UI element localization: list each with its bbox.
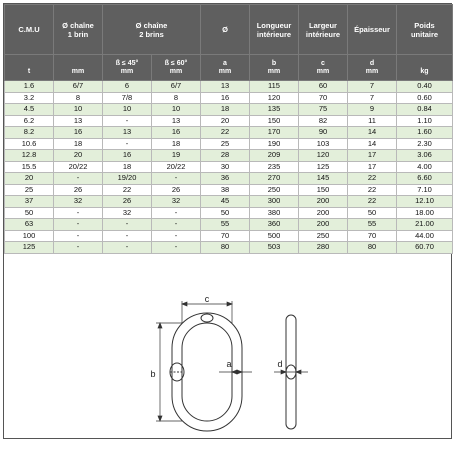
cell-length-b: 209 [250,150,299,162]
cell-cmu: 20 [5,173,54,185]
cell-diameter-a: 80 [201,242,250,254]
cell-cmu: 100 [5,230,54,242]
cell-weight: 21.00 [397,219,453,231]
cell-diameter-a: 38 [201,184,250,196]
cell-chain-2-brins-45: 32 [103,207,152,219]
unit-chain-2-brins-45: ß ≤ 45° mm [103,55,152,81]
cell-chain-2-brins-60: 8 [152,92,201,104]
master-link-diagram [4,293,451,438]
cell-thickness-d: 80 [348,242,397,254]
cell-thickness-d: 14 [348,127,397,139]
cell-width-c: 200 [299,207,348,219]
cell-weight: 60.70 [397,242,453,254]
cell-weight: 6.60 [397,173,453,185]
cell-width-c: 200 [299,196,348,208]
cell-chain-2-brins-60: 6/7 [152,81,201,93]
cell-weight: 12.10 [397,196,453,208]
cell-weight: 0.84 [397,104,453,116]
cell-diameter-a: 36 [201,173,250,185]
cell-length-b: 360 [250,219,299,231]
cell-chain-2-brins-60: 20/22 [152,161,201,173]
label-a: a [226,359,232,369]
table-row [5,230,453,242]
table-row [5,161,453,173]
table-row [5,219,453,231]
table-row [5,127,453,139]
cell-chain-1-brin: 20 [54,150,103,162]
cell-chain-1-brin: 26 [54,184,103,196]
col-chain-2-brins-header: Ø chaîne 2 brins [103,5,201,55]
cell-cmu: 12.8 [5,150,54,162]
cell-weight: 44.00 [397,230,453,242]
unit-cmu: t [5,55,54,81]
cell-length-b: 135 [250,104,299,116]
cell-chain-2-brins-45: - [103,138,152,150]
header-row-units [5,55,453,81]
unit-chain-2-brins-60: ß ≤ 60° mm [152,55,201,81]
cell-chain-1-brin: - [54,173,103,185]
col-thickness-header: Épaisseur [348,5,397,55]
cell-weight: 4.00 [397,161,453,173]
cell-width-c: 250 [299,230,348,242]
cell-width-c: 280 [299,242,348,254]
table-row [5,150,453,162]
col-length-header: Longueur intérieure [250,5,299,55]
specification-table [4,4,453,254]
cell-thickness-d: 50 [348,207,397,219]
cell-width-c: 70 [299,92,348,104]
cell-thickness-d: 7 [348,92,397,104]
cell-thickness-d: 17 [348,161,397,173]
cell-cmu: 1.6 [5,81,54,93]
cell-cmu: 8.2 [5,127,54,139]
cell-length-b: 190 [250,138,299,150]
col-cmu-header: C.M.U [5,5,54,55]
unit-weight: kg [397,55,453,81]
cell-cmu: 6.2 [5,115,54,127]
col-width-header: Largeur intérieure [299,5,348,55]
cell-cmu: 4.5 [5,104,54,116]
cell-chain-1-brin: 16 [54,127,103,139]
cell-weight: 3.06 [397,150,453,162]
cell-thickness-d: 9 [348,104,397,116]
table-row [5,207,453,219]
table-body [5,81,453,254]
table-row [5,173,453,185]
cell-chain-2-brins-60: 19 [152,150,201,162]
cell-length-b: 503 [250,242,299,254]
cell-chain-1-brin: 20/22 [54,161,103,173]
cell-chain-1-brin: 18 [54,138,103,150]
cell-chain-2-brins-60: 16 [152,127,201,139]
cell-cmu: 10.6 [5,138,54,150]
cell-length-b: 120 [250,92,299,104]
cell-chain-1-brin: - [54,230,103,242]
table-row [5,92,453,104]
cell-chain-1-brin: - [54,219,103,231]
cell-chain-2-brins-60: - [152,207,201,219]
cell-chain-2-brins-45: - [103,242,152,254]
cell-diameter-a: 50 [201,207,250,219]
cell-cmu: 125 [5,242,54,254]
cell-width-c: 103 [299,138,348,150]
table-row [5,104,453,116]
cell-width-c: 90 [299,127,348,139]
unit-diameter: a mm [201,55,250,81]
cell-chain-2-brins-60: - [152,219,201,231]
table-row [5,138,453,150]
cell-diameter-a: 13 [201,81,250,93]
cell-width-c: 120 [299,150,348,162]
cell-chain-2-brins-45: 7/8 [103,92,152,104]
cell-weight: 2.30 [397,138,453,150]
cell-chain-2-brins-45: - [103,219,152,231]
cell-thickness-d: 55 [348,219,397,231]
cell-length-b: 270 [250,173,299,185]
cell-chain-2-brins-60: 32 [152,196,201,208]
cell-chain-2-brins-60: - [152,173,201,185]
dimension-c [182,301,232,323]
cell-width-c: 60 [299,81,348,93]
cell-cmu: 50 [5,207,54,219]
table-row [5,242,453,254]
label-d: d [277,359,283,369]
cell-thickness-d: 14 [348,138,397,150]
cell-diameter-a: 55 [201,219,250,231]
cell-thickness-d: 22 [348,173,397,185]
cell-weight: 18.00 [397,207,453,219]
cell-chain-2-brins-45: 16 [103,150,152,162]
cell-length-b: 380 [250,207,299,219]
dimension-d [274,370,308,374]
cell-width-c: 75 [299,104,348,116]
cell-diameter-a: 22 [201,127,250,139]
header-row-titles [5,5,453,55]
cell-diameter-a: 30 [201,161,250,173]
cell-thickness-d: 22 [348,196,397,208]
cell-chain-1-brin: - [54,242,103,254]
cell-width-c: 145 [299,173,348,185]
cell-chain-2-brins-45: 13 [103,127,152,139]
cell-chain-2-brins-45: - [103,230,152,242]
cell-diameter-a: 16 [201,92,250,104]
cell-length-b: 250 [250,184,299,196]
unit-width: c mm [299,55,348,81]
table-row [5,184,453,196]
cell-cmu: 3.2 [5,92,54,104]
cell-length-b: 500 [250,230,299,242]
cell-chain-1-brin: 10 [54,104,103,116]
cell-width-c: 200 [299,219,348,231]
unit-thickness: d mm [348,55,397,81]
cell-chain-2-brins-45: 18 [103,161,152,173]
cell-chain-2-brins-60: - [152,230,201,242]
cell-chain-2-brins-45: - [103,115,152,127]
cell-chain-1-brin: 6/7 [54,81,103,93]
cell-chain-1-brin: 8 [54,92,103,104]
cell-thickness-d: 17 [348,150,397,162]
cell-chain-2-brins-45: 19/20 [103,173,152,185]
cell-chain-1-brin: - [54,207,103,219]
dimension-a [219,370,252,374]
cell-chain-2-brins-60: 13 [152,115,201,127]
cell-cmu: 15.5 [5,161,54,173]
cell-chain-2-brins-60: 10 [152,104,201,116]
col-diameter-header: Ø [201,5,250,55]
cell-width-c: 150 [299,184,348,196]
cell-diameter-a: 28 [201,150,250,162]
cell-weight: 0.60 [397,92,453,104]
unit-chain-1-brin: mm [54,55,103,81]
cell-weight: 7.10 [397,184,453,196]
cell-width-c: 82 [299,115,348,127]
link-top-mark [201,314,213,322]
cell-thickness-d: 22 [348,184,397,196]
cell-weight: 0.40 [397,81,453,93]
cell-chain-2-brins-45: 26 [103,196,152,208]
cell-diameter-a: 18 [201,104,250,116]
cell-cmu: 63 [5,219,54,231]
cell-chain-2-brins-45: 10 [103,104,152,116]
cell-chain-2-brins-60: - [152,242,201,254]
cell-cmu: 25 [5,184,54,196]
cell-chain-2-brins-60: 26 [152,184,201,196]
table-row [5,115,453,127]
cell-length-b: 150 [250,115,299,127]
cell-chain-2-brins-45: 6 [103,81,152,93]
cell-width-c: 125 [299,161,348,173]
label-c: c [204,294,210,304]
cell-cmu: 37 [5,196,54,208]
cell-length-b: 235 [250,161,299,173]
cell-thickness-d: 11 [348,115,397,127]
label-b: b [150,369,156,379]
cell-thickness-d: 70 [348,230,397,242]
cell-diameter-a: 45 [201,196,250,208]
cell-thickness-d: 7 [348,81,397,93]
cell-weight: 1.60 [397,127,453,139]
cell-diameter-a: 20 [201,115,250,127]
col-weight-header: Poids unitaire [397,5,453,55]
cell-chain-2-brins-60: 18 [152,138,201,150]
col-chain-1-brin-header: Ø chaîne 1 brin [54,5,103,55]
table-row [5,196,453,208]
cell-length-b: 170 [250,127,299,139]
table-row [5,81,453,93]
cell-length-b: 115 [250,81,299,93]
cell-chain-1-brin: 13 [54,115,103,127]
unit-length: b mm [250,55,299,81]
cell-weight: 1.10 [397,115,453,127]
cell-chain-2-brins-45: 22 [103,184,152,196]
cell-chain-1-brin: 32 [54,196,103,208]
cell-diameter-a: 70 [201,230,250,242]
cell-length-b: 300 [250,196,299,208]
cell-diameter-a: 25 [201,138,250,150]
